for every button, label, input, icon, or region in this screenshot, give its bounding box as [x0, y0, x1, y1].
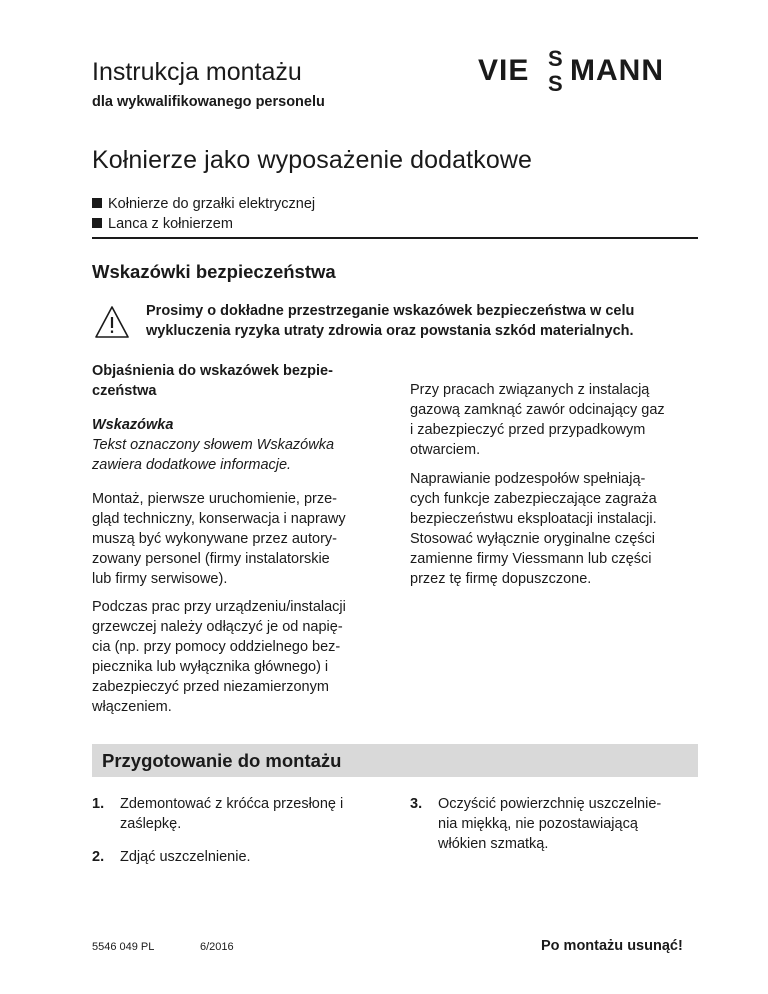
- remove-after-installation-note: Po montażu usunąć!: [541, 938, 683, 954]
- step-text: Zdemontować z króćca przesłonę i zaślepkę.: [120, 796, 344, 832]
- safety-warning-text: Prosimy o dokładne przestrzeganie wskazówek bezpieczeństwa w celu wykluczenia ryzyka utraty zdrowia oraz powstania szkód materialnych.: [146, 303, 635, 339]
- document-code: 5546 049 PL: [92, 941, 155, 953]
- note-title: Wskazówka: [92, 417, 174, 433]
- preparation-section-title: Przygotowanie do montażu: [102, 750, 342, 771]
- svg-text:MANN: MANN: [570, 54, 664, 87]
- step-3: [410, 794, 710, 854]
- product-bullet-list: [92, 194, 315, 234]
- document-date: 6/2016: [200, 941, 234, 953]
- step-number: 3.: [410, 796, 423, 812]
- svg-text:S: S: [548, 71, 563, 96]
- step-1: [92, 794, 392, 834]
- step-text: Zdjąć uszczelnienie.: [120, 849, 251, 865]
- list-item: Lanca z kołnierzem: [92, 214, 315, 234]
- step-number: 1.: [92, 796, 105, 812]
- svg-text:S: S: [548, 46, 563, 71]
- main-title: Kołnierze jako wyposażenie dodatkowe: [92, 146, 532, 174]
- list-item: Kołnierze do grzałki elektrycznej: [92, 194, 315, 214]
- qualified-personnel-paragraph: Montaż, pierwsze uruchomienie, prze- gląd techniczny, konserwacja i naprawy muszą być wykonywane przez autory- zowany personel (firmy instalatorskie lub firmy serwisowe).: [92, 491, 346, 587]
- step-number: 2.: [92, 849, 105, 865]
- power-disconnect-paragraph: Podczas prac przy urządzeniu/instalacji grzewczej należy odłączyć je od napię- cia (np. przy pomocy oddzielnego bez- piecznika lub wyłącznika głównego) i zabezpieczyć przed niezamierzonym włączeniem.: [92, 599, 346, 715]
- bullet-square-icon: [92, 198, 102, 208]
- viessmann-logo: [478, 46, 704, 96]
- svg-text:VIE: VIE: [478, 54, 530, 87]
- step-2: [92, 847, 392, 867]
- audience-subtitle: dla wykwalifikowanego personelu: [92, 94, 325, 110]
- safety-section-title: Wskazówki bezpieczeństwa: [92, 261, 336, 282]
- document-type-title: Instrukcja montażu: [92, 58, 302, 86]
- bullet-square-icon: [92, 218, 102, 228]
- step-text: Oczyścić powierzchnię uszczelnie- nia miękką, nie pozostawiającą włókien szmatką.: [438, 796, 662, 852]
- note-block: Wskazówka Tekst oznaczony słowem Wskazówka zawiera dodatkowe informacje.: [92, 415, 394, 475]
- gas-valve-paragraph: Przy pracach związanych z instalacją gazową zamknąć zawór odcinający gaz i zabezpieczyć przed przypadkowym otwarciem.: [410, 382, 665, 458]
- safety-explanation-heading: Objaśnienia do wskazówek bezpie- czeństwa: [92, 363, 333, 399]
- title-divider: [92, 237, 698, 239]
- spare-parts-paragraph: Naprawianie podzespołów spełniają- cych funkcje zabezpieczające zagraża bezpieczeństwu eksploatacji instalacji. Stosować wyłącznie oryginalne części zamienne firmy Viessmann lub części przez tę firmę dopuszczone.: [410, 471, 657, 587]
- warning-triangle-icon: [94, 305, 130, 339]
